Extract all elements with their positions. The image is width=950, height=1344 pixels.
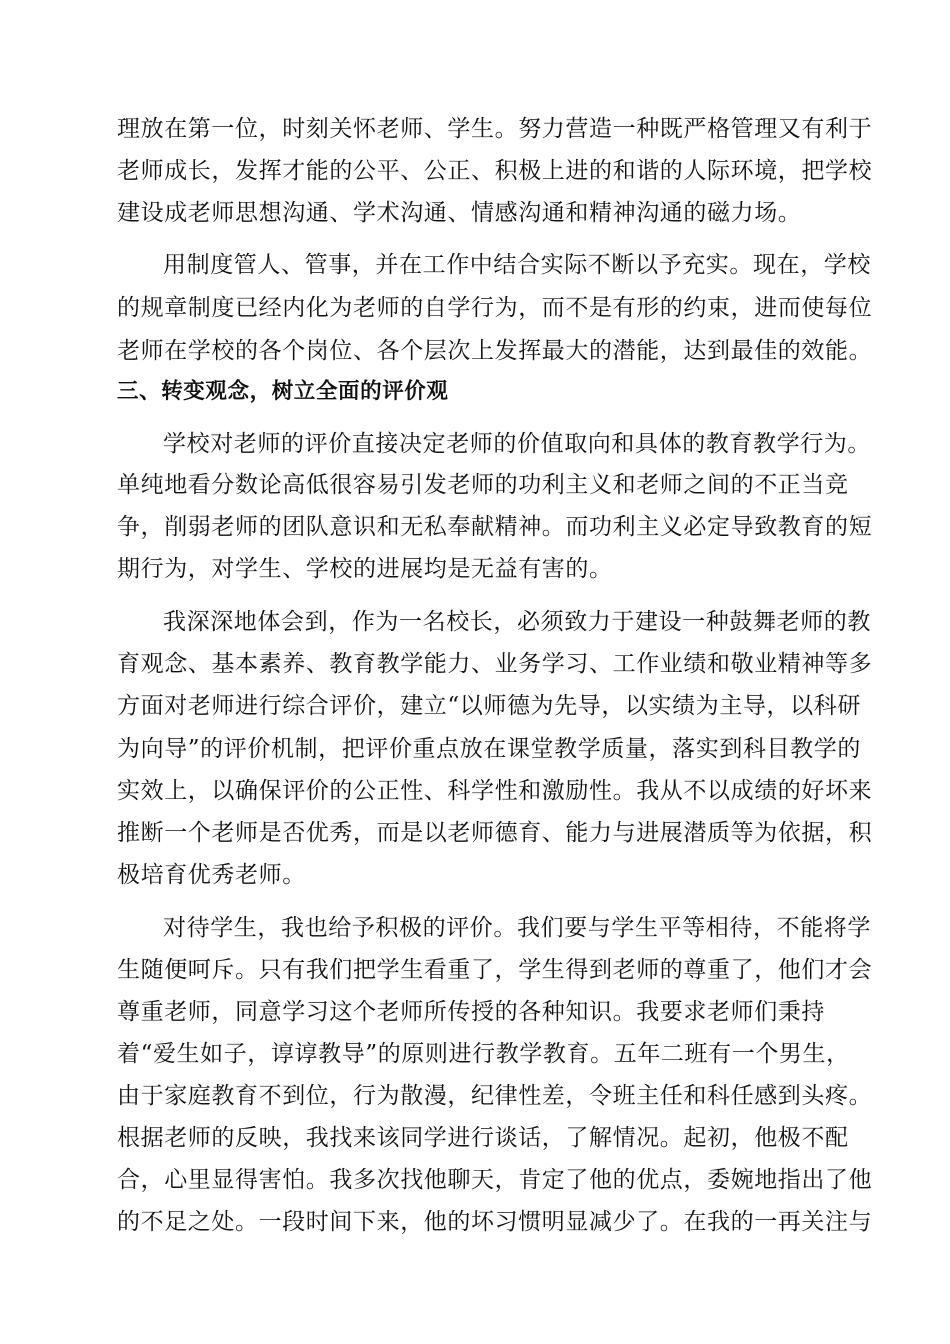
paragraph-4-line-3: 方面对老师进行综合评价，建立“以师德为先导，以实绩为主导，以科研 [117,693,861,719]
paragraph-2-line-3: 老师在学校的各个岗位、各个层次上发挥最大的潜能，达到最佳的效能。 [117,338,873,364]
paragraph-5-line-5: 由于家庭教育不到位，行为散漫，纪律性差，令班主任和科任感到头疼。 [117,1083,873,1109]
paragraph-3-line-3: 争，削弱老师的团队意识和无私奉献精神。而功利主义必定导致教育的短 [117,514,873,540]
paragraph-3-line-2: 单纯地看分数论高低很容易引发老师的功利主义和老师之间的不正当竞 [117,472,849,498]
paragraph-5-line-1: 对待学生，我也给予积极的评价。我们要与学生平等相待，不能将学 [163,915,871,941]
paragraph-3-line-1: 学校对老师的评价直接决定老师的价值取向和具体的教育教学行为。 [163,431,871,457]
paragraph-2-line-1: 用制度管人、管事，并在工作中结合实际不断以予充实。现在，学校 [163,252,871,278]
paragraph-5-line-6: 根据老师的反映，我找来该同学进行谈话，了解情况。起初，他极不配 [117,1125,849,1151]
paragraph-5-line-4: 着“爱生如子，谆谆教导”的原则进行教学教育。五年二班有一个男生， [117,1041,850,1067]
paragraph-2-line-2: 的规章制度已经内化为老师的自学行为，而不是有形的约束，进而使每位 [117,295,873,321]
paragraph-5-line-7: 合，心里显得害怕。我多次找他聊天，肯定了他的优点，委婉地指出了他 [117,1167,873,1193]
paragraph-4-line-5: 实效上，以确保评价的公正性、科学性和激励性。我从不以成绩的好坏来 [117,778,873,804]
paragraph-3-line-4: 期行为，对学生、学校的进展均是无益有害的。 [117,556,613,582]
paragraph-4-line-2: 育观念、基本素养、教育教学能力、业务学习、工作业绩和敬业精神等多 [117,651,873,677]
paragraph-1-line-2: 老师成长，发挥才能的公平、公正、积极上进的和谐的人际环境，把学校 [117,158,873,184]
paragraph-1-line-1: 理放在第一位，时刻关怀老师、学生。努力营造一种既严格管理又有利于 [117,116,873,142]
paragraph-5-line-8: 的不足之处。一段时间下来，他的坏习惯明显减少了。在我的一再关注与 [117,1209,873,1235]
paragraph-4-line-1: 我深深地体会到，作为一名校长，必须致力于建设一种鼓舞老师的教 [163,609,871,635]
paragraph-4-line-6: 推断一个老师是否优秀，而是以老师德育、能力与进展潜质等为依据，积 [117,820,873,846]
paragraph-4-line-7: 极培育优秀老师。 [117,862,306,888]
section-heading: 三、转变观念，树立全面的评价观 [117,379,449,404]
paragraph-5-line-2: 生随便呵斥。只有我们把学生看重了，学生得到老师的尊重了，他们才会 [117,957,873,983]
paragraph-4-line-4: 为向导”的评价机制，把评价重点放在课堂教学质量，落实到科目教学的 [117,736,861,762]
paragraph-1-line-3: 建设成老师思想沟通、学术沟通、情感沟通和精神沟通的磁力场。 [117,200,802,226]
paragraph-5-line-3: 尊重老师，同意学习这个老师所传授的各种知识。我要求老师们秉持 [117,999,825,1025]
